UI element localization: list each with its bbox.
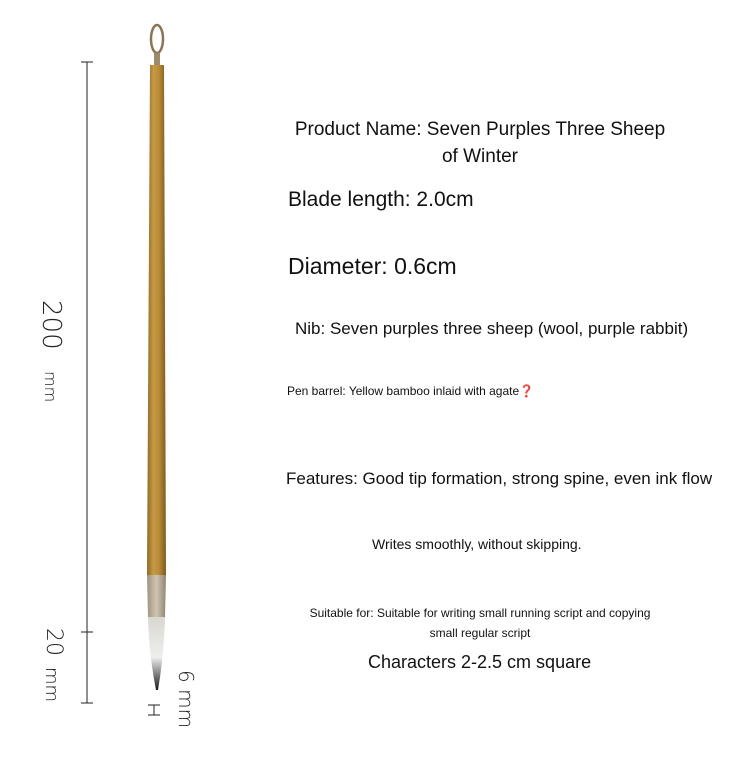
diameter-unit: mm xyxy=(174,689,198,729)
diameter-value: 6 xyxy=(174,670,198,683)
hanging-loop xyxy=(151,25,163,53)
total-length-unit: mm xyxy=(41,371,60,403)
pen-barrel-spec: Pen barrel: Yellow bamboo inlaid with agate❓ xyxy=(287,384,535,398)
brush-illustration xyxy=(130,15,190,705)
tip-length-unit: mm xyxy=(41,667,62,703)
blade-length: Blade length: 2.0cm xyxy=(288,188,474,211)
features-spec: Features: Good tip formation, strong spine, even ink flow xyxy=(286,469,713,488)
brush-tip xyxy=(148,617,165,690)
characters-size: Characters 2-2.5 cm square xyxy=(368,652,592,672)
writes-smoothly: Writes smoothly, without skipping. xyxy=(372,536,582,552)
tip-length-value: 20 xyxy=(41,628,66,656)
total-length-value: 200 xyxy=(36,300,66,350)
nib-spec: Nib: Seven purples three sheep (wool, purple rabbit) xyxy=(295,319,689,338)
suitable-for: Suitable for: Suitable for writing small running script and copying small regular script xyxy=(309,606,651,640)
product-name: Product Name: Seven Purples Three Sheep of Winter xyxy=(294,119,666,167)
ferrule xyxy=(147,575,166,617)
diameter-spec: Diameter: 0.6cm xyxy=(288,253,457,279)
bamboo-barrel xyxy=(147,65,166,575)
diameter-label xyxy=(174,670,198,728)
